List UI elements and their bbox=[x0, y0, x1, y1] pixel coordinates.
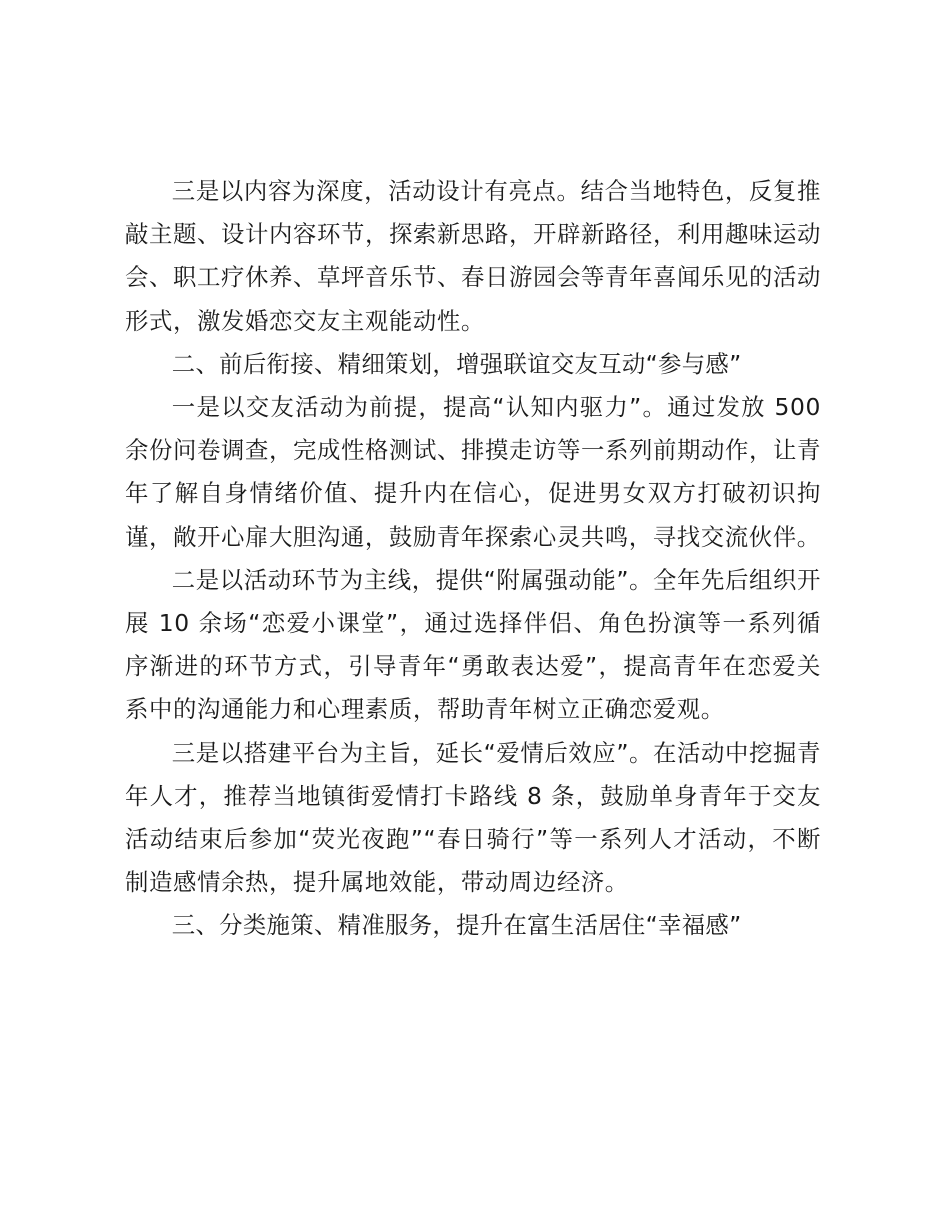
paragraph-activity-design: 三是以内容为深度，活动设计有亮点。结合当地特色，反复推敲主题、设计内容环节，探索新思路，开辟新路径，利用趣味运动会、职工疗休养、草坪音乐节、春日游园会等青年喜闻乐见的活动形式，激发婚恋交友主观能动性。 bbox=[125, 177, 821, 335]
paragraph-platform-building: 三是以搭建平台为主旨，延长“爱情后效应”。在活动中挖掘青年人才，推荐当地镇街爱情打卡路线 8 条，鼓励单身青年于交友活动结束后参加“荧光夜跑”“春日骑行”等一系列人才活动，不断制造感情余热，提升属地效能，带动周边经济。 bbox=[125, 738, 821, 897]
document-body bbox=[125, 170, 821, 948]
section-heading-three: 三、分类施策、精准服务，提升在富生活居住“幸福感” bbox=[171, 911, 742, 940]
paragraph-cognitive-drive: 一是以交友活动为前提，提高“认知内驱力”。通过发放 500 余份问卷调查，完成性格测试、排摸走访等一系列前期动作，让青年了解自身情绪价值、提升内在信心，促进男女双方打破初识拘谨，敞开心扉大胆沟通，鼓励青年探索心灵共鸣，寻找交流伙伴。 bbox=[125, 393, 821, 551]
section-heading-two: 二、前后衔接、精细策划，增强联谊交友互动“参与感” bbox=[171, 349, 742, 378]
paragraph-activity-segments: 二是以活动环节为主线，提供“附属强动能”。全年先后组织开展 10 余场“恋爱小课堂”，通过选择伴侣、角色扮演等一系列循序渐进的环节方式，引导青年“勇敢表达爱”，提高青年在恋爱关系中的沟通能力和心理素质，帮助青年树立正确恋爱观。 bbox=[125, 565, 821, 724]
